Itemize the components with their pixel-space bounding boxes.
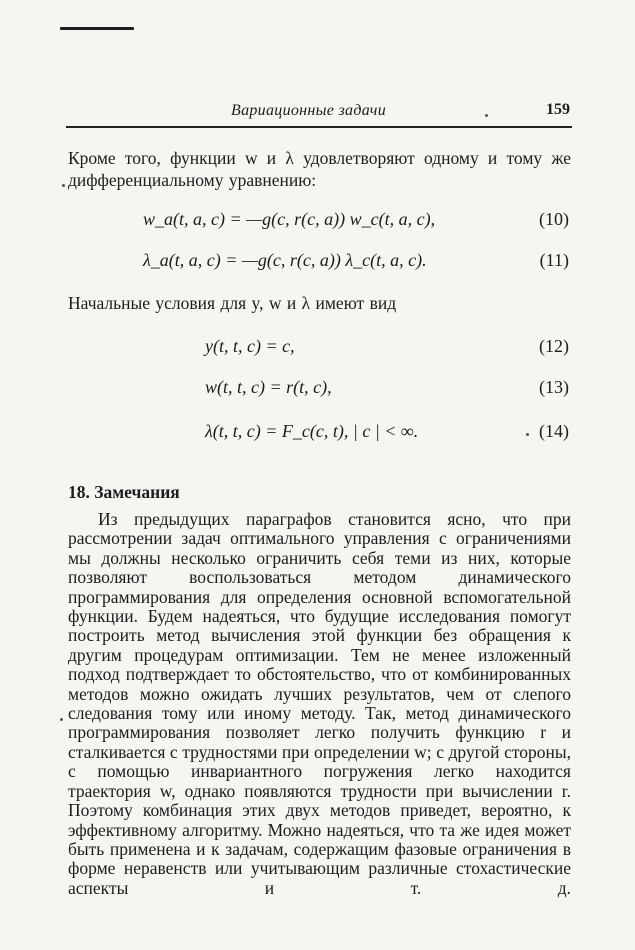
equation-14: λ(t, t, c) = F_c(c, t), | c | < ∞. [205, 421, 419, 441]
equation-number-12: (12) [539, 336, 569, 356]
intro-paragraph-2: Начальные условия для y, w и λ имеют вид [68, 293, 397, 313]
margin-dot [485, 114, 488, 117]
equation-number-10: (10) [539, 209, 569, 229]
equation-12: y(t, t, c) = c, [205, 336, 295, 356]
equation-13: w(t, t, c) = r(t, c), [205, 377, 332, 397]
page-number: 159 [546, 101, 570, 118]
margin-dot [62, 184, 65, 187]
running-header [66, 98, 572, 128]
equation-10: w_a(t, a, c) = —g(c, r(c, a)) w_c(t, a, c), [143, 209, 436, 229]
section-title: 18. Замечания [68, 482, 180, 502]
margin-dot [526, 433, 529, 436]
equation-number-11: (11) [539, 250, 569, 270]
equation-number-14: (14) [539, 421, 569, 441]
equation-number-13: (13) [539, 377, 569, 397]
running-title: Вариационные задачи [231, 102, 387, 119]
intro-paragraph-1: Кроме того, функции w и λ удовлетворяют одному и тому же дифференциальному уравнению: [68, 148, 571, 190]
top-margin-mark [60, 27, 134, 30]
section-body: Из предыдущих параграфов становится ясно, что при рассмотрении задач оптимального управления с ограничениями мы должны несколько ограничить себя теми из них, которые позволяют воспользоваться методом динамического программирования для определения основной вспомогательной функции. Будем надеяться, что будущие исследования помогут построить метод вычисления этой функции без обращения к другим процедурам оптимизации. Тем не менее изложенный подход подтверждает то обстоятельство, что от комбинированных методов можно ожидать лучших результатов, чем от слепого следования тому или иному методу. Так, метод динамического программирования позволяет легко получить функцию r и сталкивается с трудностями при определении w; с другой стороны, с помощью инвариантного погружения легко находится траектория w, однако появляются трудности при вычислении r. Поэтому комбинация этих двух методов приведет, вероятно, к эффективному алгоритму. Можно надеяться, что та же идея может быть применена и к задачам, содержащим фазовые ограничения в форме неравенств или учитывающим различные стохастические аспекты и т. д. [68, 509, 571, 898]
equation-11: λ_a(t, a, c) = —g(c, r(c, a)) λ_c(t, a, c). [143, 250, 427, 270]
margin-dot [60, 718, 63, 721]
